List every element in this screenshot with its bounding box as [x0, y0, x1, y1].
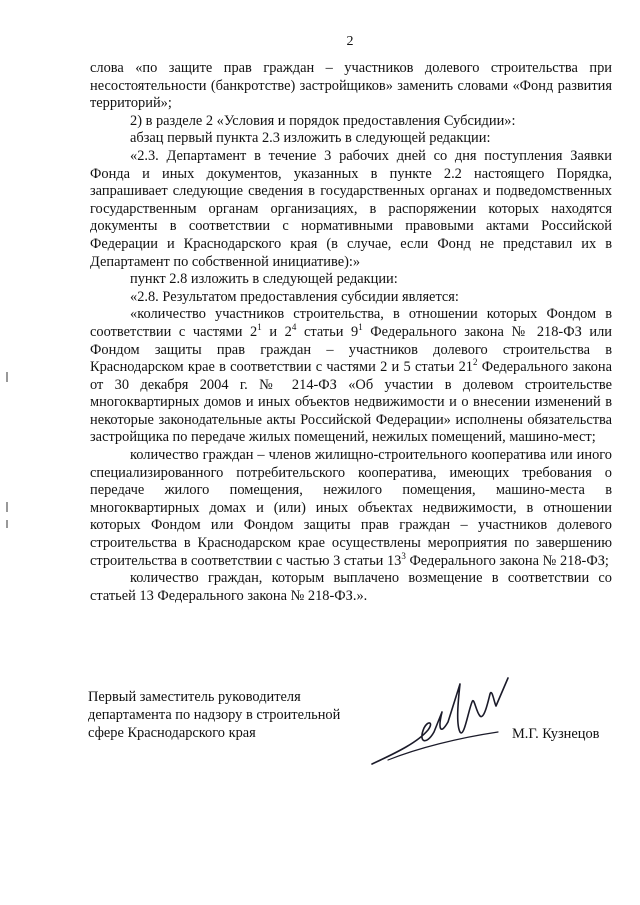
text-run: Федерального закона № 218-ФЗ или Фондом защиты прав граждан – участников долевого строительства в Краснодарском крае в соответствии с частями 2 и 5 статьи 21: [90, 323, 612, 376]
scan-margin-mark: [6, 520, 8, 528]
superscript: 1: [358, 322, 363, 333]
superscript: 2: [473, 357, 478, 368]
superscript: 1: [257, 322, 262, 333]
signatory-title-line: департамента по надзору в строительной: [88, 707, 341, 723]
scan-margin-mark: [6, 372, 8, 382]
superscript: 4: [291, 322, 297, 333]
signatory-title-line: сфере Краснодарского края: [88, 725, 256, 741]
paragraph: [90, 306, 612, 447]
superscript: 3: [401, 550, 406, 561]
paragraph: [90, 60, 612, 113]
text-run: Федерального закона от 30 декабря 2004 г. № 214-ФЗ «Об участии в долевом строительстве многоквартирных домов и иных объектов недвижимости и о внесении изменений в некоторые законодательные акты Российской Федерации» исполнены обязательства застройщика по передаче жилых помещений, нежилых помещений, машино-мест;: [90, 359, 612, 446]
text-run: «количество участников строительства, в отношении которых Фондом в соответствии с частями 2: [90, 306, 612, 340]
text-run: Федерального закона № 218-ФЗ;: [405, 552, 609, 569]
paragraph: [90, 130, 612, 148]
handwritten-signature: [368, 672, 514, 770]
signatory-title: [88, 688, 340, 742]
paragraph: [90, 570, 612, 605]
paragraph: [90, 113, 612, 131]
document-body: [90, 60, 612, 605]
scan-margin-mark: [6, 502, 8, 512]
text-run: «2.8. Результатом предоставления субсидии является:: [130, 288, 459, 305]
text-run: пункт 2.8 изложить в следующей редакции:: [130, 271, 398, 288]
signatory-title-line: Первый заместитель руководителя: [88, 689, 301, 705]
text-run: «2.3. Департамент в течение 3 рабочих дней со дня поступления Заявки Фонда и иных документов, указанных в пункте 2.2 настоящего Порядка, запрашивает следующие сведения в государственных органах и подведомственных государственным органам организациях, в распоряжении которых находятся документы в соответствии с нормативными правовыми актами Российской Федерации и Краснодарского края (в случае, если Фонд не представил их в Департамент по собственной инициативе):»: [90, 147, 612, 270]
text-run: слова «по защите прав граждан – участников долевого строительства при несостоятельности (банкротстве) застройщиков» заменить словами «Фонд развития территорий»;: [90, 60, 612, 112]
text-run: статьи 9: [296, 323, 359, 340]
text-run: и 2: [261, 323, 292, 340]
text-run: 2) в разделе 2 «Условия и порядок предоставления Субсидии»:: [130, 112, 516, 129]
text-run: абзац первый пункта 2.3 изложить в следующей редакции:: [130, 130, 491, 147]
paragraph: [90, 289, 612, 307]
signatory-name: М.Г. Кузнецов: [512, 726, 600, 742]
paragraph: [90, 447, 612, 570]
paragraph: [90, 148, 612, 271]
text-run: количество граждан – членов жилищно-строительного кооператива или иного специализированного потребительского кооператива, имеющих требования о передаче жилого помещения, нежилого помещения, машино-места в многоквартирных домах и (или) иных объектах недвижимости, в отношении которых Фондом или Фондом защиты прав граждан – участников долевого строительства в Краснодарском крае осуществлены мероприятия по завершению строительства в соответствии с частью 3 статьи 13: [90, 447, 612, 569]
page-number: 2: [346, 34, 354, 49]
text-run: количество граждан, которым выплачено возмещение в соответствии со статьей 13 Федерального закона № 218-ФЗ.».: [90, 570, 612, 604]
paragraph: [90, 271, 612, 289]
